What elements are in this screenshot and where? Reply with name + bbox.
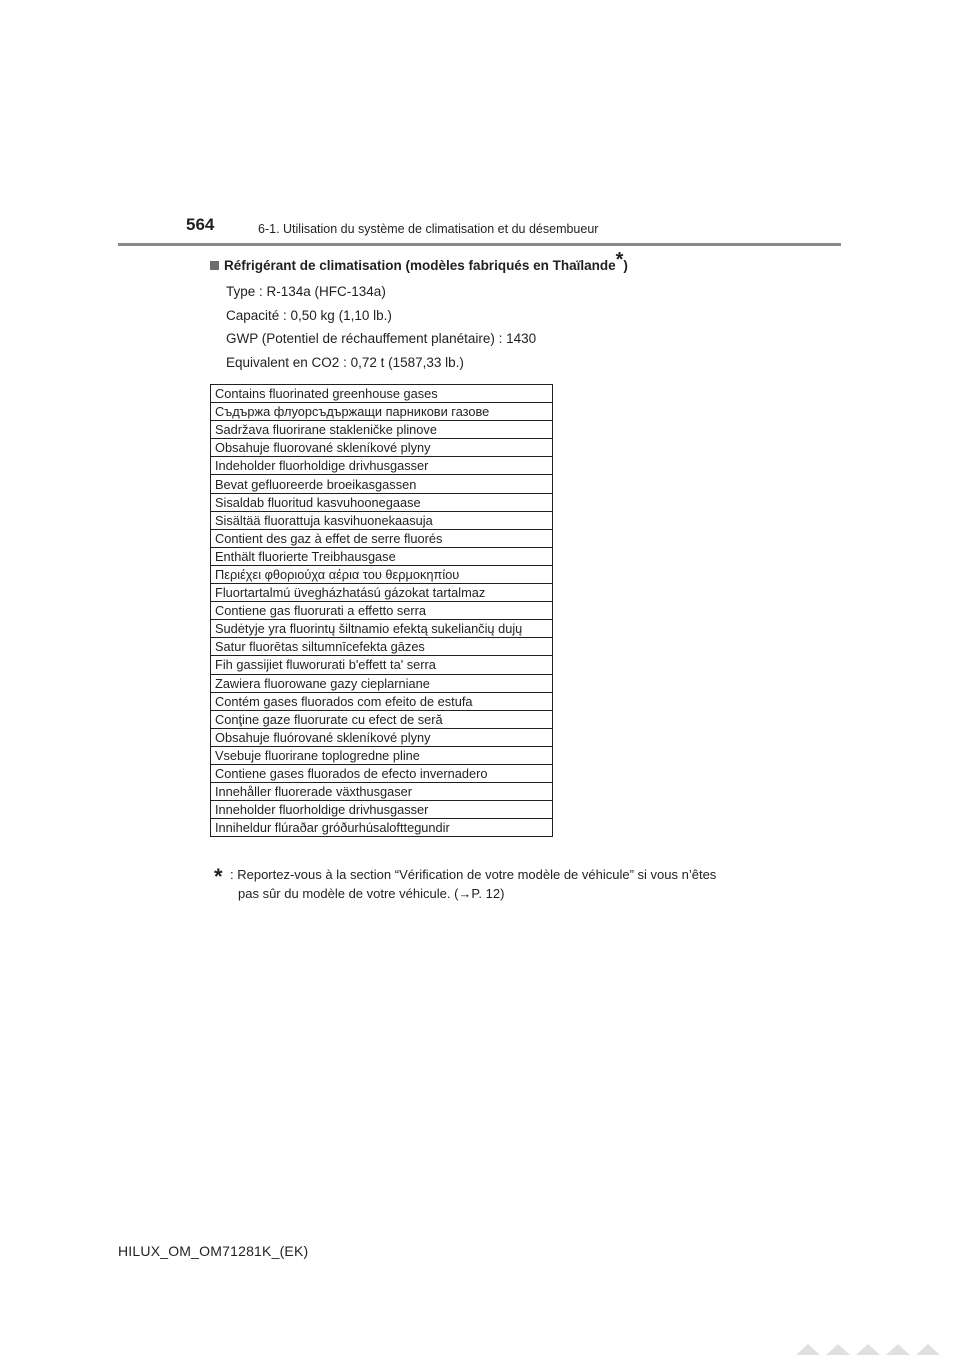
table-cell: Περιέχει φθοριούχα αέρια του θερμοκηπίου — [211, 565, 553, 583]
table-row — [211, 728, 553, 746]
carmanualsonline-watermark-icon — [792, 1340, 957, 1358]
footnote-text-line-2: pas sûr du modèle de votre véhicule. (→P. 12) — [238, 886, 505, 901]
table-row — [211, 783, 553, 801]
table-cell: Satur fluorētas siltumnīcefekta gāzes — [211, 638, 553, 656]
page-number: 564 — [186, 215, 215, 234]
section-heading-close: ) — [623, 258, 628, 273]
table-cell: Innehåller fluorerade växthusgaser — [211, 783, 553, 801]
table-row — [211, 656, 553, 674]
table-row — [211, 457, 553, 475]
table-cell: Obsahuje fluorované skleníkové plyny — [211, 439, 553, 457]
table-row — [211, 565, 553, 583]
table-cell: Conţine gaze fluorurate cu efect de seră — [211, 710, 553, 728]
table-cell: Contém gases fluorados com efeito de estufa — [211, 692, 553, 710]
table-cell: Inneholder fluorholdige drivhusgasser — [211, 801, 553, 819]
fluorinated-gases-table — [210, 384, 553, 837]
footnote-star-icon: * — [214, 864, 223, 889]
table-row — [211, 511, 553, 529]
table-row — [211, 764, 553, 782]
chapter-title: 6-1. Utilisation du système de climatisation et du désembueur — [258, 222, 599, 236]
table-row — [211, 819, 553, 837]
table-row — [211, 746, 553, 764]
table-row — [211, 710, 553, 728]
table-row — [211, 421, 553, 439]
table-cell: Enthält fluorierte Treibhausgase — [211, 547, 553, 565]
table-cell: Sudėtyje yra fluorintų šiltnamio efektą sukeliančių dujų — [211, 620, 553, 638]
header-divider — [118, 243, 841, 246]
table-cell: Indeholder fluorholdige drivhusgasser — [211, 457, 553, 475]
table-cell: Zawiera fluorowane gazy cieplarniane — [211, 674, 553, 692]
spec-type: Type : R-134a (HFC-134a) — [226, 284, 386, 299]
table-cell: Contains fluorinated greenhouse gases — [211, 385, 553, 403]
table-row — [211, 801, 553, 819]
document-code: HILUX_OM_OM71281K_(EK) — [118, 1243, 309, 1259]
section-heading-text: Réfrigérant de climatisation (modèles fabriqués en Thaïlande — [224, 258, 616, 273]
table-cell: Fih gassijiet fluworurati b'effett ta' serra — [211, 656, 553, 674]
table-row — [211, 403, 553, 421]
footnote-text-line-1: : Reportez-vous à la section “Vérification de votre modèle de véhicule” si vous n’êtes — [230, 867, 717, 882]
table-cell: Obsahuje fluórované skleníkové plyny — [211, 728, 553, 746]
footnote-star-icon: * — [615, 249, 624, 271]
table-cell: Fluortartalmú üvegházhatású gázokat tartalmaz — [211, 584, 553, 602]
table-cell: Съдържа флуорсъдържащи парникови газове — [211, 403, 553, 421]
table-cell: Vsebuje fluorirane toplogredne pline — [211, 746, 553, 764]
table-row — [211, 475, 553, 493]
table-cell: Sadržava fluorirane stakleničke plinove — [211, 421, 553, 439]
spec-gwp: GWP (Potentiel de réchauffement planétaire) : 1430 — [226, 331, 537, 346]
spec-capacity: Capacité : 0,50 kg (1,10 lb.) — [226, 307, 392, 323]
table-row — [211, 638, 553, 656]
table-cell: Contiene gas fluorurati a effetto serra — [211, 602, 553, 620]
square-bullet-icon — [210, 261, 219, 270]
table-cell: Contiene gases fluorados de efecto invernadero — [211, 764, 553, 782]
table-row — [211, 385, 553, 403]
table-cell: Inniheldur flúraðar gróðurhúsalofttegundir — [211, 819, 553, 837]
table-cell: Contient des gaz à effet de serre fluorés — [211, 529, 553, 547]
table-row — [211, 547, 553, 565]
table-cell: Sisaldab fluoritud kasvuhoonegaase — [211, 493, 553, 511]
table-row — [211, 620, 553, 638]
table-cell: Sisältää fluorattuja kasvihuonekaasuja — [211, 511, 553, 529]
section-heading — [210, 249, 628, 273]
table-row — [211, 584, 553, 602]
table-row — [211, 493, 553, 511]
table-row — [211, 692, 553, 710]
table-row — [211, 674, 553, 692]
table-row — [211, 602, 553, 620]
table-row — [211, 439, 553, 457]
table-row — [211, 529, 553, 547]
refrigerant-spec-list — [226, 285, 536, 379]
spec-co2-equivalent: Equivalent en CO2 : 0,72 t (1587,33 lb.) — [226, 354, 464, 370]
table-cell: Bevat gefluoreerde broeikasgassen — [211, 475, 553, 493]
